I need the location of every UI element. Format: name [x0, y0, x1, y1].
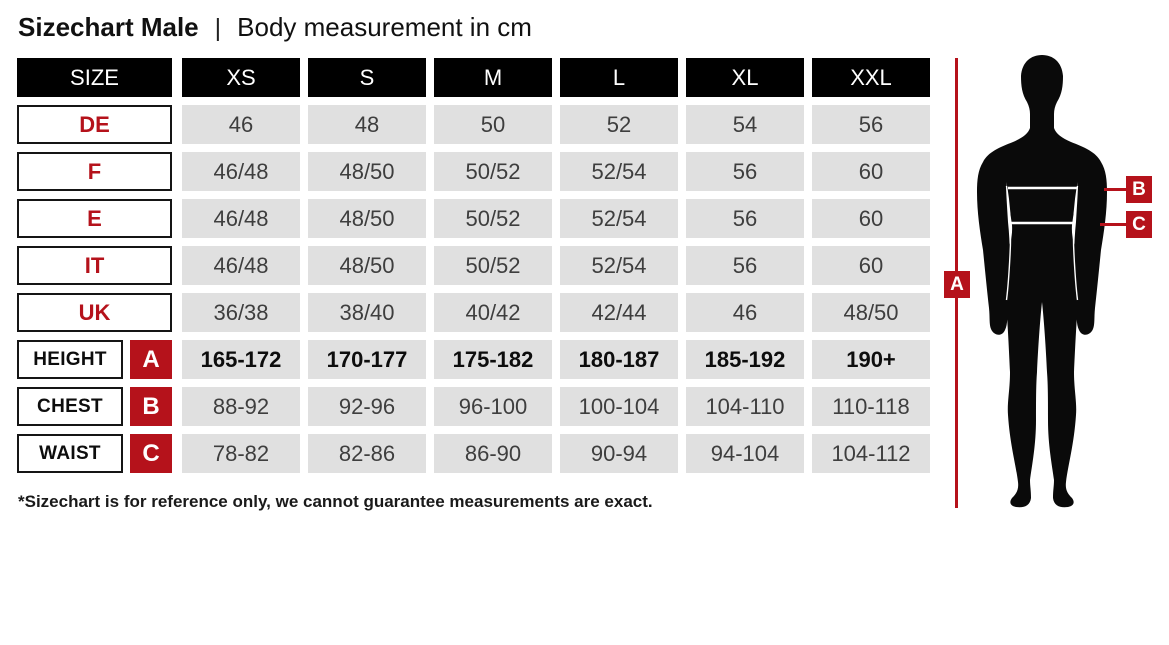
cell-height-l: 180-187	[560, 340, 678, 379]
size-header-cell: SIZE	[17, 58, 172, 97]
cell-chest-l: 100-104	[560, 387, 678, 426]
cell-f-xs: 46/48	[182, 152, 300, 191]
marker-a-badge: A	[944, 271, 970, 298]
cell-height-xxl: 190+	[812, 340, 930, 379]
cell-de-m: 50	[434, 105, 552, 144]
cell-e-s: 48/50	[308, 199, 426, 238]
cell-de-xxl: 56	[812, 105, 930, 144]
cell-waist-l: 90-94	[560, 434, 678, 473]
cell-waist-s: 82-86	[308, 434, 426, 473]
cell-uk-s: 38/40	[308, 293, 426, 332]
cell-e-xxl: 60	[812, 199, 930, 238]
cell-chest-s: 92-96	[308, 387, 426, 426]
cell-f-xl: 56	[686, 152, 804, 191]
page-title	[18, 12, 532, 43]
cell-waist-m: 86-90	[434, 434, 552, 473]
cell-it-xxl: 60	[812, 246, 930, 285]
cell-uk-xxl: 48/50	[812, 293, 930, 332]
table-row-de	[17, 105, 930, 144]
col-header-s: S	[308, 58, 426, 97]
title-subtitle: Body measurement in cm	[237, 12, 532, 42]
cell-e-xl: 56	[686, 199, 804, 238]
cell-f-xxl: 60	[812, 152, 930, 191]
table-row-f	[17, 152, 930, 191]
table-header-row	[17, 58, 930, 97]
row-label-chest: CHEST	[17, 387, 123, 426]
cell-e-l: 52/54	[560, 199, 678, 238]
cell-de-xl: 54	[686, 105, 804, 144]
footnote-text: *Sizechart is for reference only, we cannot guarantee measurements are exact.	[18, 492, 653, 511]
title-main: Sizechart Male	[18, 12, 199, 42]
cell-chest-xxl: 110-118	[812, 387, 930, 426]
row-label-uk: UK	[17, 293, 172, 332]
waist-connector-line	[1100, 223, 1126, 226]
col-header-xs: XS	[182, 58, 300, 97]
row-label-f: F	[17, 152, 172, 191]
cell-e-m: 50/52	[434, 199, 552, 238]
size-table	[17, 58, 930, 481]
table-row-chest	[17, 387, 930, 426]
cell-height-xl: 185-192	[686, 340, 804, 379]
col-header-l: L	[560, 58, 678, 97]
row-label-height: HEIGHT	[17, 340, 123, 379]
marker-c-badge: C	[1126, 211, 1152, 238]
cell-height-xs: 165-172	[182, 340, 300, 379]
cell-it-s: 48/50	[308, 246, 426, 285]
cell-height-m: 175-182	[434, 340, 552, 379]
col-header-m: M	[434, 58, 552, 97]
row-label-e: E	[17, 199, 172, 238]
cell-de-s: 48	[308, 105, 426, 144]
cell-waist-xxl: 104-112	[812, 434, 930, 473]
row-label-it: IT	[17, 246, 172, 285]
cell-it-m: 50/52	[434, 246, 552, 285]
marker-b-table: B	[130, 387, 172, 426]
cell-uk-xs: 36/38	[182, 293, 300, 332]
marker-b-badge: B	[1126, 176, 1152, 203]
marker-c-table: C	[130, 434, 172, 473]
row-label-waist: WAIST	[17, 434, 123, 473]
cell-height-s: 170-177	[308, 340, 426, 379]
cell-de-xs: 46	[182, 105, 300, 144]
table-row-it	[17, 246, 930, 285]
cell-it-xs: 46/48	[182, 246, 300, 285]
table-row-e	[17, 199, 930, 238]
table-row-uk	[17, 293, 930, 332]
cell-chest-xl: 104-110	[686, 387, 804, 426]
cell-it-l: 52/54	[560, 246, 678, 285]
cell-f-l: 52/54	[560, 152, 678, 191]
title-separator: |	[214, 14, 222, 42]
cell-uk-m: 40/42	[434, 293, 552, 332]
cell-chest-m: 96-100	[434, 387, 552, 426]
cell-uk-xl: 46	[686, 293, 804, 332]
table-row-waist	[17, 434, 930, 473]
cell-de-l: 52	[560, 105, 678, 144]
cell-it-xl: 56	[686, 246, 804, 285]
cell-waist-xs: 78-82	[182, 434, 300, 473]
cell-f-s: 48/50	[308, 152, 426, 191]
row-label-de: DE	[17, 105, 172, 144]
col-header-xxl: XXL	[812, 58, 930, 97]
marker-a-table: A	[130, 340, 172, 379]
col-header-xl: XL	[686, 58, 804, 97]
cell-f-m: 50/52	[434, 152, 552, 191]
cell-waist-xl: 94-104	[686, 434, 804, 473]
cell-uk-l: 42/44	[560, 293, 678, 332]
table-row-height	[17, 340, 930, 379]
cell-chest-xs: 88-92	[182, 387, 300, 426]
cell-e-xs: 46/48	[182, 199, 300, 238]
male-body-silhouette-icon	[968, 50, 1118, 512]
chest-connector-line	[1104, 188, 1126, 191]
